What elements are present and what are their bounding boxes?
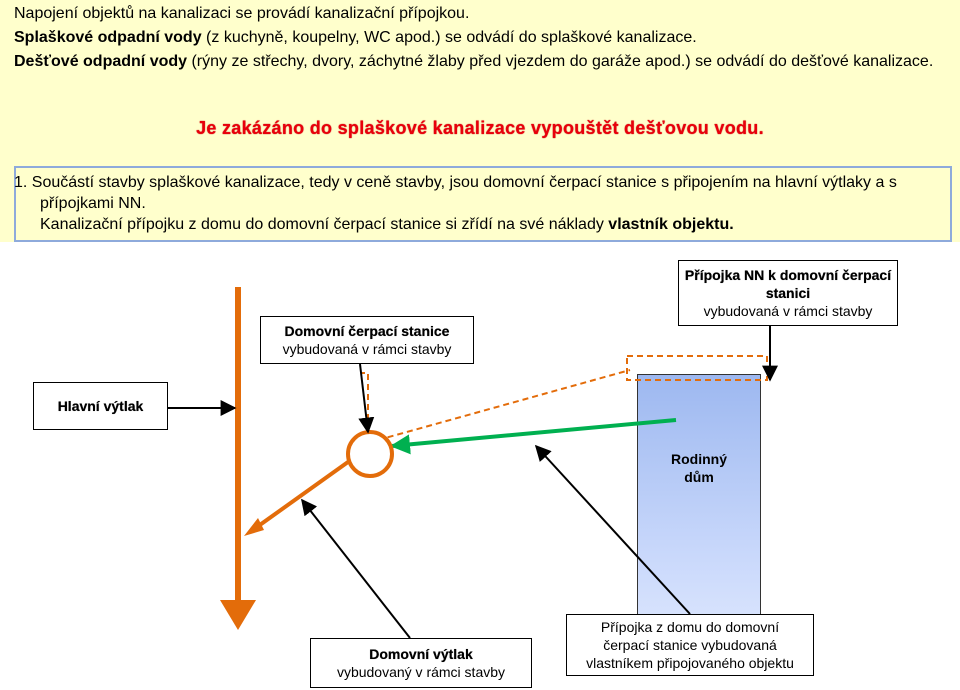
label-cerpaci-stanice <box>260 316 474 364</box>
label-domovni-vytlak <box>310 638 532 688</box>
main-pipe-arrowhead <box>220 600 256 630</box>
house-pressure-arrowhead <box>244 518 264 536</box>
label-hlavni-vytlak-text: Hlavní výtlak <box>57 398 144 414</box>
house-drain-pipe <box>392 420 676 446</box>
label-domovni-vytlak-title: Domovní výtlak <box>369 646 473 662</box>
note-line-2-text: Kanalizační přípojku z domu do domovní čerpací stanice si zřídí na své náklady <box>40 216 609 233</box>
intro-line-2-rest: (z kuchyně, koupelny, WC apod.) se odvádí do splaškové kanalizace. <box>201 29 697 46</box>
label-pripojka-nn <box>678 260 898 326</box>
intro-line-3-rest: (rýny ze střechy, dvory, záchytné žlaby před vjezdem do garáže apod.) se odvádí do dešťové kanalizace. <box>187 53 934 70</box>
intro-line-3-bold: Dešťové odpadní vody <box>14 53 188 70</box>
intro-line-1: Napojení objektů na kanalizaci se provádí kanalizační přípojkou. <box>14 5 470 22</box>
warning-text: Je zakázáno do splaškové kanalizace vypouštět dešťovou vodu. <box>196 118 764 138</box>
label-pripojka-dum <box>566 614 814 676</box>
label-pripojka-nn-sub: vybudovaná v rámci stavby <box>703 303 873 319</box>
pointer-domovni-vytlak <box>302 500 410 638</box>
label-pripojka-nn-title: Přípojka NN k domovní čerpací stanici <box>684 267 892 301</box>
power-box-dashed <box>627 356 767 380</box>
pointer-cerpaci <box>360 364 368 432</box>
house-label-line-2: dům <box>684 469 714 485</box>
label-cerpaci-title: Domovní čerpací stanice <box>284 323 450 339</box>
label-pripojka-dum-text: Přípojka z domu do domovní čerpací stanice vybudovaná vlastníkem připojovaného objektu <box>586 619 794 671</box>
note-line-1: 1. Součástí stavby splaškové kanalizace, tedy v ceně stavby, jsou domovní čerpací stanice s připojením na hlavní výtlaky a s přípojkami NN. <box>14 174 897 212</box>
note-line-2-bold: vlastník objektu. <box>608 216 734 233</box>
label-hlavni-vytlak <box>33 382 168 430</box>
pump-station-circle <box>348 432 392 476</box>
house-label-line-1: Rodinný <box>671 451 727 467</box>
house-pressure-pipe <box>250 462 348 532</box>
intro-line-2-bold: Splaškové odpadní vody <box>14 29 202 46</box>
pointer-pripojka-dum <box>536 446 690 614</box>
label-domovni-vytlak-sub: vybudovaný v rámci stavby <box>336 664 506 680</box>
label-cerpaci-sub: vybudovaná v rámci stavby <box>282 341 452 357</box>
